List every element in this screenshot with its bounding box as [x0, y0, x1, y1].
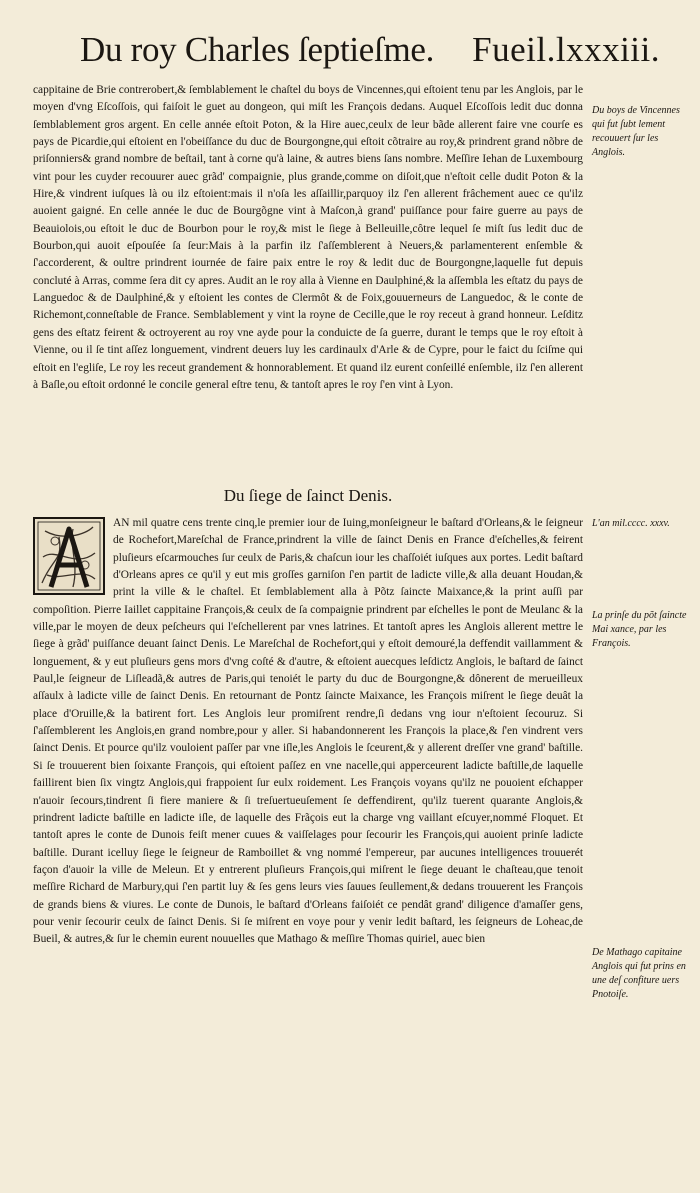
margin-note-pont: La prinſe du põt ſaincte Mai xance, par les François.	[592, 610, 687, 649]
margin-note-year: L'an mil.cccc. xxxv.	[592, 518, 670, 529]
running-header	[80, 28, 660, 80]
paragraph-2	[33, 515, 583, 949]
folio-number: Fueil.lxxxiii.	[472, 30, 660, 69]
paragraph-1: cappitaine de Brie contrerobert,& ſemblablement le chaſtel du boys de Vincennes,qui eſtoient tenu par les Anglois, par le moyen d'vng Eſcoſſois, qui faiſoit le guet au dongeon, qui miſt les François dedans. Auquel Eſcoſſois ledit duc donna ſemblablement gros argent. En celle année eſtoit Poton, & la Hire auec,ceulx de leur bãde allerent faire vne courſe es pays de Picardie,qui eſtoient en l'obeiſſance du duc de Bourgongne,qui eſtoit cõtraire au roy,& prindrent grand nõbre de priſonniers& grand nombre de beſtail, tant à corne qu'à laine, & autres biens ſans nombre. Meſſire Iehan de Luxembourg vint pour les cuyder recouurer auec grãd' compaignie, plus grande,comme on diſoit,que n'eſtoit celle dudit Poton & la Hire,& vindrent iuſques là ou ilz eſtoient:mais il n'oſa les aſſaillir,parquoy ilz ſ'en allerent frâchement auec ce qu'ilz auoient gaigné. En celle année le duc de Bourgõgne vint à Maſcon,à grand' puiſſance pour faire guerre au pays de Beauiolois,ou eſtoit le duc de Bourbon pour le roy,& mist le ſiege à Belleuille,côtre lequel ſe miſt ſus ledit duc de Bourbon,qui auoit eſpouſée ſa ſeur:Mais à la parfin ilz ſ'aſſemblerent à Neuers,& parlamenterent enſemble & ſ'accorderent, & oultre prindrent iournée de faire paix entre le roy & ledit duc de Bourgongne,laquelle fut depuis concluté à Arras, comme ſera dit cy apres. Audit an le roy alla à Vienne en Daulphiné,& la aſſembla les eſtatz du pays de Languedoc & de Daulphiné,& y eſtoient les contes de Clermôt & de Foix,gouuerneurs de Languedoc, & le conte de Richemont,conneſtable de France. Semblablement y vint la royne de Cecille,que le roy receut à grand honneur. Leſditz gens des eſtatz feirent & octroyerent au roy vne ayde pour la conduicte de ſa guerre, durant le temps que le roy eſtoit à Vienne, ou il ſe tint aſſez longuement, vindrent deuers luy les cardinaulx d'Arle & de Cypre, pour le faict du ſciſme qui eſtoit en l'egliſe, Le roy les receut grandement & honnorablement. Et quand ilz eurent conſeillé enſemble, ilz ſ'en allerent à Baſle,ou eſtoit ordonné le concile general eſtre tenu, & tantoſt apres le roy ſ'en vint à Lyon.	[33, 84, 583, 391]
section-heading: Du ſiege de ſainct Denis.	[223, 486, 393, 505]
paragraph-2-text: AN mil quatre cens trente cinq,le premier iour de Iuing,monſeigneur le baſtard d'Orleans,& le ſeigneur de Rochefort,Mareſchal de France,prindrent la ville de ſainct Denis en France d'eſchelles,& feirent pluſieurs eſcarmouches ſur ceulx de Paris,& chaſcun iour les chaſſoiét iuſques aux portes. Ledit baſtard d'Orleans apres ce qu'il y eut mis groſſes garniſon ſ'en partit de ladicte ville,& alla deuant Houdan,& print la ville & le chaſtel. Et ſemblablement alla à Põtz ſaincte Maixance,& la print auſſi par compoſition. Pierre Iaillet cappitaine François,& ceulx de ſa compaignie prindrent par eſchelles le pont de Meulanc & la ville,par le moyen de deux peſcheurs qui l'eſchellerent par vnes latrines. Et tantoſt apres les Anglois allerent mettre le ſiege à grãd' puiſſance deuant ſainct Denis. Le Mareſchal de Rochefort,qui y eſtoit demouré,la deffendit vaillamment & longuement, & y eut pluſieurs gens mors d'vng coſté & d'autre, & eſtoient auecques leſdictz Anglois, le baſtard de ſainct Paul,le ſeigneur de Liſleadã,& autres de Paris,qui tenoiét le party du duc de Bourgongne,& dônerent de merueilleux aſſaulx à ladicte ville de ſainct Denis. En retournant de Pontz ſaincte Maixance, les François miſrent le ſiege deuât la place d'Oruille,& la batirent fort. Les Anglois leur promiſrent rendre,ſi dedans vng iour n'eſtoient ſecouruz. Si ſ'aſſemblerent les Anglois,en grand nombre,pour y aller. Si habandonnerent les François la place,& ſ'en vindrent vers ſainct Denis. Et pource qu'ilz vouloient paſſer par vne iſle,les Anglois le ſceurent,& y allerent dreſſer vne grand' baſtille. Si ſe trouuerent bien ſoixante François, qui eſtoient paſſez en vne nacelle,qui apperceurent ladicte baſtille,de laquelle faillirent bien ſix vingtz Anglois,qui frappoient ſur eulx roidement. Les François voyans qu'ilz ne pouoient eſchapper n'auoir ſecours,tindrent ſi fiere maniere & ſi treſuertueuſement ſe deffendirent, qu'ilz tuerent quarante Anglois,& prindrent ladicte baſtille en ladicte iſle, de laquelle des Frãçois eut la charge vng vaillant eſcuyer,nommé Floquet. Et tantoſt apres le conte de Dunois feiſt mener cuues & vaiſſelages pour ſecourir les François,qui auoient prinſe ladicte baſtille. Durant icelluy ſiege le ſeigneur de Ramboillet & vng nommé l'empereur, par aucunes intelligences trouuerét façon d'auoir la ville de Meleun. Et y entrerent pluſieurs François,qui miſrent le ſiege deuant le chaſteau,que tenoit meſſire Richard de Marbury,qui ſ'en partit luy & ſes gens leurs vies ſauues ſeullement,& dedans trouuerent les François de grands biens & viures. Le conte de Dunois, le baſtard d'Orleans faiſoiét ce pendât grand' diligence d'amaſſer gens, pour venir ſecourir ceulx de ſainct Denis. Si ſe miſrent en voye pour y venir ledit baſtard, les ſeigneurs de Loheac,de Bueil, & autres,& ſur le chemin eurent nouuelles que Mathago & meſſire Thomas quiriel, auec bien	[33, 517, 583, 946]
margin-note-mathago: De Mathago capitaine Anglois qui fut prins en une deſ confiture uers Pnotoiſe.	[592, 947, 686, 1000]
margin-note-vincennes: Du boys de Vincennes qui fut ſubt lement recouuert ſur les Anglois.	[592, 105, 680, 158]
decorated-initial-a-icon	[33, 517, 105, 595]
running-title: Du roy Charles ſeptieſme.	[80, 30, 435, 69]
